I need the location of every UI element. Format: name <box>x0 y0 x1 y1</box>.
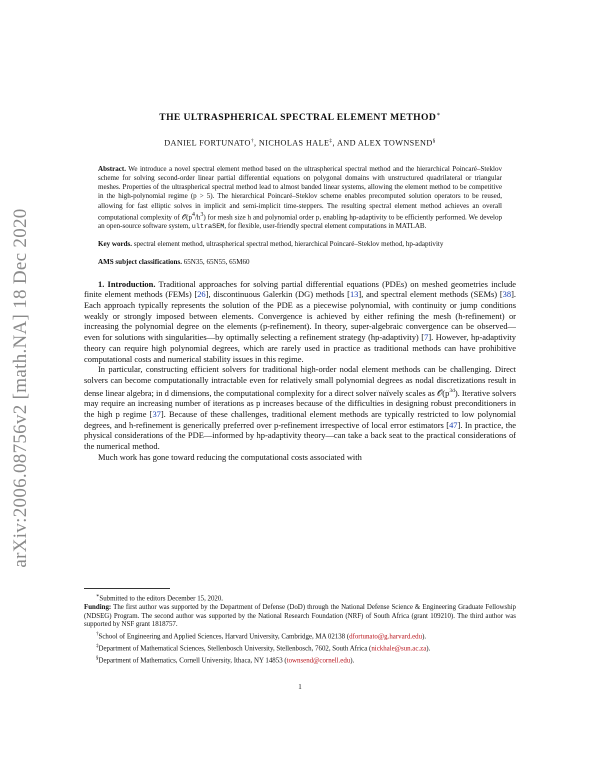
email-link[interactable]: nickhale@sun.ac.za <box>371 645 427 653</box>
keywords-label: Key words. <box>98 240 133 249</box>
citation-link[interactable]: 38 <box>502 289 512 300</box>
author-list <box>84 136 516 149</box>
author-separator: , AND <box>332 138 358 148</box>
author-mark: † <box>250 138 255 145</box>
main-content <box>84 110 516 462</box>
citation-link[interactable]: 37 <box>152 408 161 419</box>
footnote: ‡Department of Mathematical Sciences, Stellenbosch University, Stellenbosch, 7602, South Africa (nickhale@sun.ac.za). <box>96 644 431 653</box>
citation-link[interactable]: 13 <box>349 289 359 300</box>
keywords: Key words. spectral element method, ultraspherical spectral method, hierarchical Poincaré–Steklov method, hp-adaptivity <box>98 240 444 249</box>
paper-title: THE ULTRASPHERICAL SPECTRAL ELEMENT METHOD∗ <box>159 112 441 124</box>
section-heading: 1. Introduction. <box>98 278 156 289</box>
abstract-label: Abstract. <box>98 164 126 173</box>
author-name: DANIEL FORTUNATO <box>164 138 251 148</box>
footnote: ∗Submitted to the editors December 15, 2020. Funding: The first author was supported by the Department of Defense (DoD) through the National Defense Science & Engineering Graduate Fellowship (NDSEG) Program. The second author was supported by the National Research Foundation (NRF) of South Africa (grant 109210). The third author was supported by NSF grant 1818757. <box>84 594 516 629</box>
paragraph: In particular, constructing efficient solvers for traditional high-order nodal element methods can be challenging. Direct solvers can become computationally intractable even for relatively small polynomial degrees as nodal discretizations result in dense linear algebra; in d dimensions, the computational complexity for a direct solver naïvely scales as $𝒪(p^{3d})$. Iterative solvers may require an increasing number of iterations as p increases because of the difficulties in designing robust preconditioners in the high p regime [37]. Because of these challenges, traditional element methods are typically restricted to low polynomial degrees, and h-refinement is generically preferred over p-refinement irrespective of local error estimators [47]. In practice, the physical considerations of the PDE—informed by hp-adaptivity theory—can take a back seat to the practical considerations of the numerical method. <box>84 364 517 452</box>
footnote-rule <box>84 588 170 589</box>
introduction-section <box>84 279 516 463</box>
email-link[interactable]: townsend@cornell.edu <box>286 657 351 665</box>
citation-link[interactable]: 26 <box>197 289 206 300</box>
footnote: §Department of Mathematics, Cornell University, Ithaca, NY 14853 (townsend@cornell.edu). <box>96 656 355 665</box>
author-mark: ‡ <box>329 138 333 145</box>
footnotes <box>84 588 516 667</box>
software-name: ultraSEM <box>191 223 225 232</box>
citation-link[interactable]: 47 <box>449 419 458 430</box>
arxiv-sidebar-stamp <box>8 168 34 608</box>
author-name: ALEX TOWNSEND <box>357 138 433 148</box>
author-name: NICHOLAS HALE <box>258 138 330 148</box>
ams-classifications: AMS subject classifications. 65N35, 65N55, 65M60 <box>98 257 250 266</box>
citation-link[interactable]: 7 <box>424 332 429 343</box>
abstract: Abstract. We introduce a novel spectral element method based on the ultraspherical spectral method and the hierarchical Poincaré–Steklov scheme for solving second-order linear partial differential equations on polygonal domains with unstructured quadrilateral or triangular meshes. Properties of the ultraspherical spectral method lead to almost banded linear systems, allowing the element method to be competitive in the high-polynomial regime (p > 5). The hierarchical Poincaré–Steklov scheme enables precomputed solution operators to be reused, allowing for fast elliptic solves in implicit and semi-implicit time-steppers. The resulting spectral element method achieves an overall computational complexity of $𝒪(p^4/h^3)$ for mesh size h and polynomial order p, enabling hp-adaptivity to be efficiently performed. We develop an open-source software system, ultraSEM, for flexible, user-friendly spectral element computations in MATLAB. <box>98 164 502 232</box>
paragraph: Much work has gone toward reducing the computational costs associated with <box>98 451 362 462</box>
email-link[interactable]: dfortunato@g.harvard.edu <box>349 633 423 641</box>
arxiv-identifier: arXiv:2006.08756v2 [math.NA] 18 Dec 2020 <box>10 208 31 568</box>
footnote: †School of Engineering and Applied Sciences, Harvard University, Cambridge, MA 02138 (dfortunato@g.harvard.edu). <box>96 632 427 641</box>
paragraph: 1. Introduction. Traditional approaches for solving partial differential equations (PDEs) on meshed geometries include finite element methods (FEMs) [26], discontinuous Galerkin (DG) methods [13], and spectral element methods (SEMs) [38]. Each approach typically represents the solution of the PDE as a piecewise polynomial, with continuity or jump conditions weakly or strongly imposed between elements. Convergence is achieved by either refining the mesh (h-refinement) or increasing the polynomial degree on the elements (p-refinement). In theory, super-algebraic convergence can be observed—even for solutions with singularities—by optimally selecting a refinement strategy (hp-adaptivity) [7]. However, hp-adaptivity theory can require high polynomial degrees, which are rarely used in practice as traditional methods can have prohibitive computational costs and numerical stability issues in this regime. <box>84 278 517 364</box>
page-number: 1 <box>298 683 302 691</box>
author-separator: , <box>254 138 259 148</box>
author-mark: § <box>432 138 436 145</box>
ams-label: AMS subject classifications. <box>98 257 182 266</box>
title-footnote-mark: ∗ <box>436 112 441 118</box>
